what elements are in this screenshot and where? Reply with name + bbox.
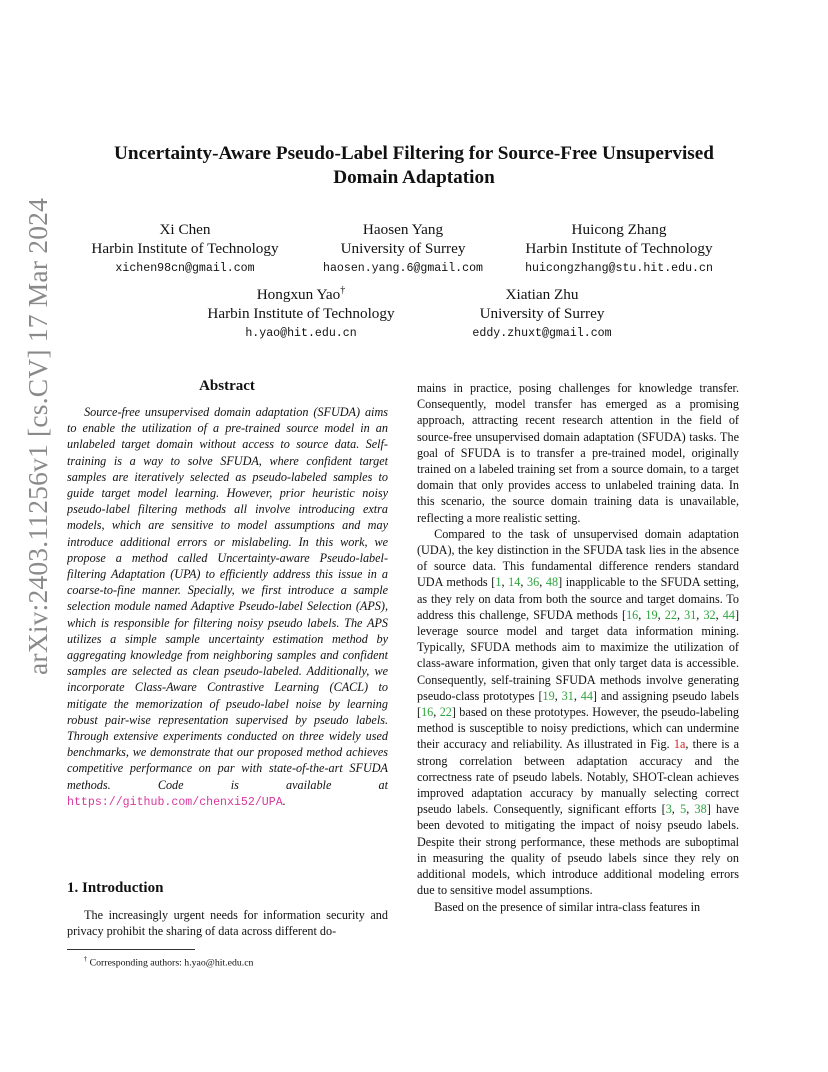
citation-number[interactable]: 22 xyxy=(439,705,452,720)
figure-ref-link[interactable]: 1a xyxy=(673,737,686,752)
abstract-body: Source-free unsupervised domain adaptation (SFUDA) aims to enable the utilization of a pre-trained source model in an unlabeled target domain without access to source data. Self-training is a way to solve SFUDA, where confident target samples are iteratively selected as pseudo-labeled samples to guide target model learning. However, prior heuristic noisy pseudo-label filtering methods all involve introducing extra models, which are sensitive to model assumptions and may introduce additional errors or mislabeling. In this work, we propose a method called Uncertainty-aware Pseudo-label-filtering Adaptation (UPA) to efficiently address this issue in a coarse-to-fine manner. Specially, we first introduce a sample selection module named Adaptive Pseudo-label Selection (APS), which is responsible for filtering noisy pseudo labels. The APS utilizes a simple sample uncertainty estimation method by aggregating knowledge from neighboring samples and confident samples are selected as clean pseudo-labeled. Additionally, we incorporate Class-Aware Contrastive Learning (CACL) to mitigate the memorization of pseudo-label noise by learning robust pair-wise representation supervised by pseudo labels. Through extensive experiments conducted on three widely used benchmarks, we demonstrate that our proposed method achieves competitive performance on par with state-of-the-art SFUDA methods. Code is available at https://github.com/chenxi52/UPA. xyxy=(67,405,388,809)
citation-link[interactable]: 1, 14, 36, 48 xyxy=(495,575,559,590)
citation-link[interactable]: 16, 22 xyxy=(421,705,452,720)
author-name: Haosen Yang xyxy=(362,221,444,238)
author-affiliation: University of Surrey xyxy=(479,305,605,322)
citation-number[interactable]: 14 xyxy=(508,575,521,590)
abstract-text: Source-free unsupervised domain adaptation (SFUDA) aims to enable the utilization of a pre-trained source model in an unlabeled target domain without access to source data. Self-training is a way to solve SFUDA, where confident target samples are iteratively selected as pseudo-labeled samples to guide target model learning. However, prior heuristic noisy pseudo-label filtering methods all involve introducing extra models, which are sensitive to model assumptions and may introduce additional errors or mislabeling. In this work, we propose a method called Uncertainty-aware Pseudo-label-filtering Adaptation (UPA) to efficiently address this issue in a coarse-to-fine manner. Specially, we first introduce a sample selection module named Adaptive Pseudo-label Selection (APS), which is responsible for filtering noisy pseudo labels. The APS utilizes a simple sample uncertainty estimation method by aggregating knowledge from neighboring samples and confident samples are selected as clean pseudo-labeled. Additionally, we incorporate Class-Aware Contrastive Learning (CACL) to mitigate the memorization of pseudo-label noise by learning robust pair-wise representation supervised by pseudo labels. Through extensive experiments conducted on three widely used benchmarks, we demonstrate that our proposed method achieves competitive performance on par with state-of-the-art SFUDA methods. Code is available at xyxy=(67,405,388,792)
citation-number[interactable]: 5 xyxy=(680,802,687,817)
author-block xyxy=(442,285,642,342)
footnote-mark: † xyxy=(83,955,88,963)
author-email[interactable]: haosen.yang.6@gmail.com xyxy=(322,262,484,275)
author-name: Hongxun Yao† xyxy=(256,284,346,303)
citation-link[interactable]: 3, 5, 38 xyxy=(665,802,707,817)
citation-number[interactable]: 31 xyxy=(684,607,697,622)
author-name: Huicong Zhang xyxy=(571,221,667,238)
author-name: Xiatian Zhu xyxy=(505,286,579,303)
paper-title xyxy=(60,142,768,190)
author-email[interactable]: h.yao@hit.edu.cn xyxy=(245,327,357,340)
citation-number[interactable]: 1 xyxy=(495,575,502,590)
abstract-heading: Abstract xyxy=(199,378,255,394)
paragraph-sfuda: Compared to the task of unsupervised domain adaptation (UDA), the key distinction in the SFUDA task lies in the absence of source data. This fundamental difference renders standard UDA methods [1, 14, 36, 48] inapplicable to the SFUDA setting, as they rely on data from both the source and target domains. To address this challenge, SFUDA methods [16, 19, 22, 31, 32, 44] leverage source model and target data information mining. Typically, SFUDA methods aim to maximize the utilization of class-aware information, given that only target data is accessible. Consequently, self-training SFUDA methods involve generating pseudo-class prototypes [19, 31, 44] and assigning pseudo labels [16, 22] based on these prototypes. However, the pseudo-labeling method is susceptible to noisy predictions, which can undermine their accuracy and reliability. As illustrated in Fig. 1a, there is a strong correlation between adaptation accuracy and the correctness rate of pseudo labels. Notably, SHOT-clean achieves improved adaptation accuracy by manually selecting correct pseudo labels. Consequently, significant efforts [3, 5, 38] have been devoted to mitigating the impact of noisy pseudo labels. Despite their strong performance, these methods are suboptimal in measuring the quality of pseudo labels since they rely on additional models, which introduce additional modeling errors due to sensitive model assumptions. xyxy=(417,526,739,898)
title-line-1: Uncertainty-Aware Pseudo-Label Filtering for Source-Free Unsupervised xyxy=(114,143,714,164)
citation-number[interactable]: 38 xyxy=(694,802,707,817)
author-email[interactable]: xichen98cn@gmail.com xyxy=(115,262,255,275)
citation-number[interactable]: 31 xyxy=(561,688,574,703)
citation-number[interactable]: 19 xyxy=(645,607,658,622)
author-block xyxy=(305,220,501,277)
footnote-rule xyxy=(67,949,195,950)
citation-link[interactable]: 16, 19, 22, 31, 32, 44 xyxy=(626,607,735,622)
author-name: Xi Chen xyxy=(159,221,211,238)
citation-number[interactable]: 48 xyxy=(545,575,559,590)
paragraph-continued: mains in practice, posing challenges for knowledge transfer. Consequently, model transfer has emerged as a promising approach, attracting recent research attention in the field of source-free unsupervised domain adaptation (SFUDA) tasks. The goal of SFUDA is to transfer a pre-trained model, originally trained on a labeled training set from a source domain, to a target domain that only provides access to unlabeled training data. In this scenario, the source domain training data is unavailable, reflecting a more realistic setting. xyxy=(417,381,739,525)
citation-number[interactable]: 44 xyxy=(722,607,735,622)
corresponding-mark: † xyxy=(340,284,346,296)
citation-number[interactable]: 36 xyxy=(527,575,540,590)
title-line-2: Domain Adaptation xyxy=(333,167,495,188)
footnote-text: Corresponding authors: h.yao@hit.edu.cn xyxy=(89,957,254,969)
arxiv-stamp: arXiv:2403.11256v1 [cs.CV] 17 Mar 2024 xyxy=(22,197,53,675)
paragraph-next: Based on the presence of similar intra-class features in xyxy=(434,899,701,914)
author-affiliation: Harbin Institute of Technology xyxy=(207,305,395,322)
right-column xyxy=(417,380,739,1070)
citation-number[interactable]: 19 xyxy=(542,688,555,703)
author-email[interactable]: huicongzhang@stu.hit.edu.cn xyxy=(525,262,713,275)
author-email[interactable]: eddy.zhuxt@gmail.com xyxy=(472,327,612,340)
citation-number[interactable]: 44 xyxy=(580,688,593,703)
footnote xyxy=(67,953,388,969)
intro-paragraph: The increasingly urgent needs for information security and privacy prohibit the sharing of data across different do- xyxy=(67,908,388,939)
citation-number[interactable]: 3 xyxy=(665,802,672,817)
author-affiliation: University of Surrey xyxy=(340,240,466,257)
author-block xyxy=(510,220,728,277)
code-link[interactable]: https://github.com/chenxi52/UPA xyxy=(67,795,283,809)
citation-link[interactable]: 19, 31, 44 xyxy=(542,688,593,703)
author-block xyxy=(196,285,406,342)
citation-number[interactable]: 32 xyxy=(703,607,716,622)
author-affiliation: Harbin Institute of Technology xyxy=(525,240,713,257)
author-affiliation: Harbin Institute of Technology xyxy=(91,240,279,257)
citation-number[interactable]: 16 xyxy=(421,705,434,720)
citation-number[interactable]: 22 xyxy=(664,607,677,622)
citation-number[interactable]: 16 xyxy=(626,607,639,622)
author-block xyxy=(80,220,290,277)
section-heading: 1. Introduction xyxy=(67,880,164,896)
